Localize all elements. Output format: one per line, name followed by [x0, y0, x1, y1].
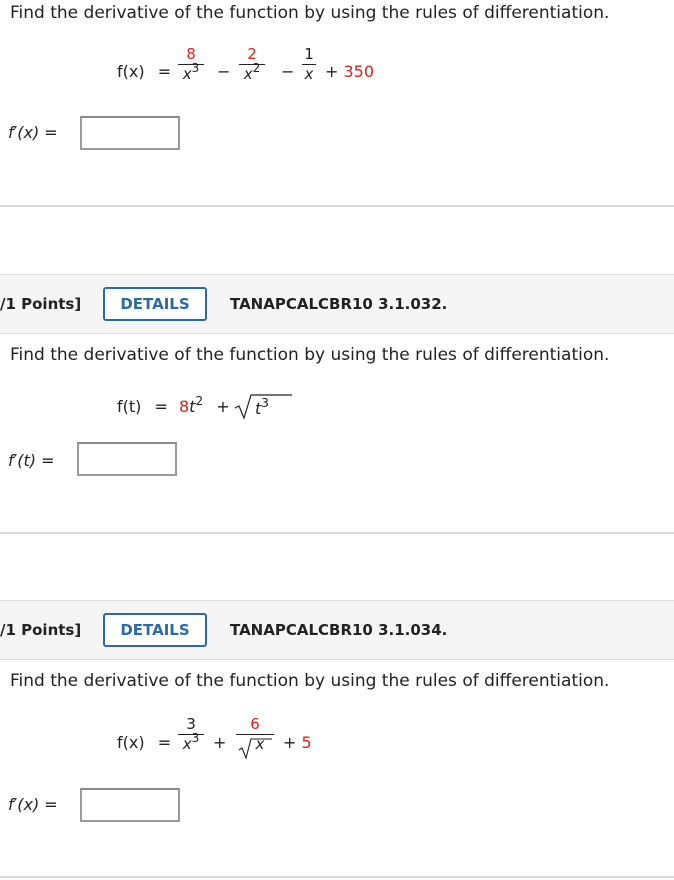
q1-function-lhs — [117, 62, 171, 81]
q3-answer-label — [8, 795, 58, 814]
q2-radicand — [255, 396, 269, 418]
q2-coefficient: 8 — [178, 397, 190, 416]
q2-variable: t — [189, 397, 196, 416]
q3-plus-2: + — [283, 733, 297, 752]
q2-answer-label-text: f′(t) = — [8, 451, 55, 470]
q1-term1-numerator: 8 — [186, 45, 196, 63]
q3-answer-input[interactable] — [80, 788, 180, 822]
q3-term2-den: x — [255, 735, 265, 753]
q3-function-lhs — [117, 733, 171, 752]
q3-answer-label-text: f′(x) = — [8, 795, 58, 814]
divider-1 — [0, 205, 674, 207]
q1-term1-den-exp: 3 — [191, 61, 200, 75]
q3-term1-numerator: 3 — [186, 715, 196, 733]
q1-term2-denominator — [239, 61, 265, 83]
q3-constant: 5 — [301, 733, 312, 752]
q1-term3-fraction — [302, 46, 316, 82]
q2-answer-label — [8, 451, 55, 470]
question-1-prompt: Find the derivative of the function by using the rules of differentiation. — [10, 3, 610, 23]
divider-3 — [0, 876, 674, 878]
q2-radicand-exp: 3 — [261, 396, 269, 410]
q1-tail — [325, 62, 374, 81]
q2-radicand-base: t — [255, 399, 262, 418]
q2-lhs-text: f(t) — [117, 397, 142, 416]
q3-term1-fraction — [178, 716, 204, 753]
q1-term1-fraction — [178, 46, 204, 83]
q3-term1-den-exp: 3 — [191, 731, 200, 745]
q1-term2-numerator: 2 — [247, 45, 257, 63]
question-2-header — [0, 274, 674, 334]
q3-tail — [283, 733, 312, 752]
q1-term3-denominator — [302, 66, 316, 82]
q3-plus-1: + — [213, 733, 227, 752]
q1-term2-den-base: x — [243, 65, 253, 83]
q2-equals: = — [154, 397, 168, 416]
q1-answer-label — [8, 123, 58, 142]
q2-plus: + — [216, 397, 230, 416]
q3-details-button[interactable]: DETAILS — [103, 613, 207, 647]
q1-term3-numerator: 1 — [304, 45, 314, 63]
q1-minus-1: − — [217, 62, 231, 81]
q1-term1-denominator — [178, 61, 204, 83]
q3-lhs-text: f(x) — [117, 733, 145, 752]
q1-term2-den-exp: 2 — [252, 61, 261, 75]
q2-answer-input[interactable] — [77, 442, 177, 476]
question-3-header — [0, 600, 674, 660]
q3-term2-numerator: 6 — [250, 715, 260, 733]
q3-term1-den-base: x — [182, 735, 192, 753]
q1-constant: 350 — [343, 62, 375, 81]
q1-answer-label-text: f′(x) = — [8, 123, 58, 142]
q1-equals: = — [157, 62, 172, 81]
question-3-prompt: Find the derivative of the function by using the rules of differentiation. — [10, 671, 610, 691]
q1-answer-input[interactable] — [80, 116, 180, 150]
q2-function — [117, 394, 230, 416]
q3-points: /1 Points] — [0, 621, 82, 639]
q1-term1-den-base: x — [182, 65, 192, 83]
q2-details-button[interactable]: DETAILS — [103, 287, 207, 321]
q1-plus: + — [325, 62, 339, 81]
q2-question-id: TANAPCALCBR10 3.1.032. — [230, 295, 448, 313]
divider-2 — [0, 532, 674, 534]
q2-exponent: 2 — [195, 394, 204, 408]
q1-lhs-text: f(x) — [117, 62, 145, 81]
q3-question-id: TANAPCALCBR10 3.1.034. — [230, 621, 448, 639]
question-2-prompt: Find the derivative of the function by using the rules of differentiation. — [10, 345, 610, 365]
q1-minus-2: − — [281, 62, 295, 81]
q2-points: /1 Points] — [0, 295, 82, 313]
q3-equals: = — [157, 733, 172, 752]
q1-term3-den: x — [304, 65, 314, 83]
q3-sqrt-icon — [238, 737, 274, 761]
q3-term1-denominator — [178, 731, 204, 753]
q1-term2-fraction — [239, 46, 265, 83]
